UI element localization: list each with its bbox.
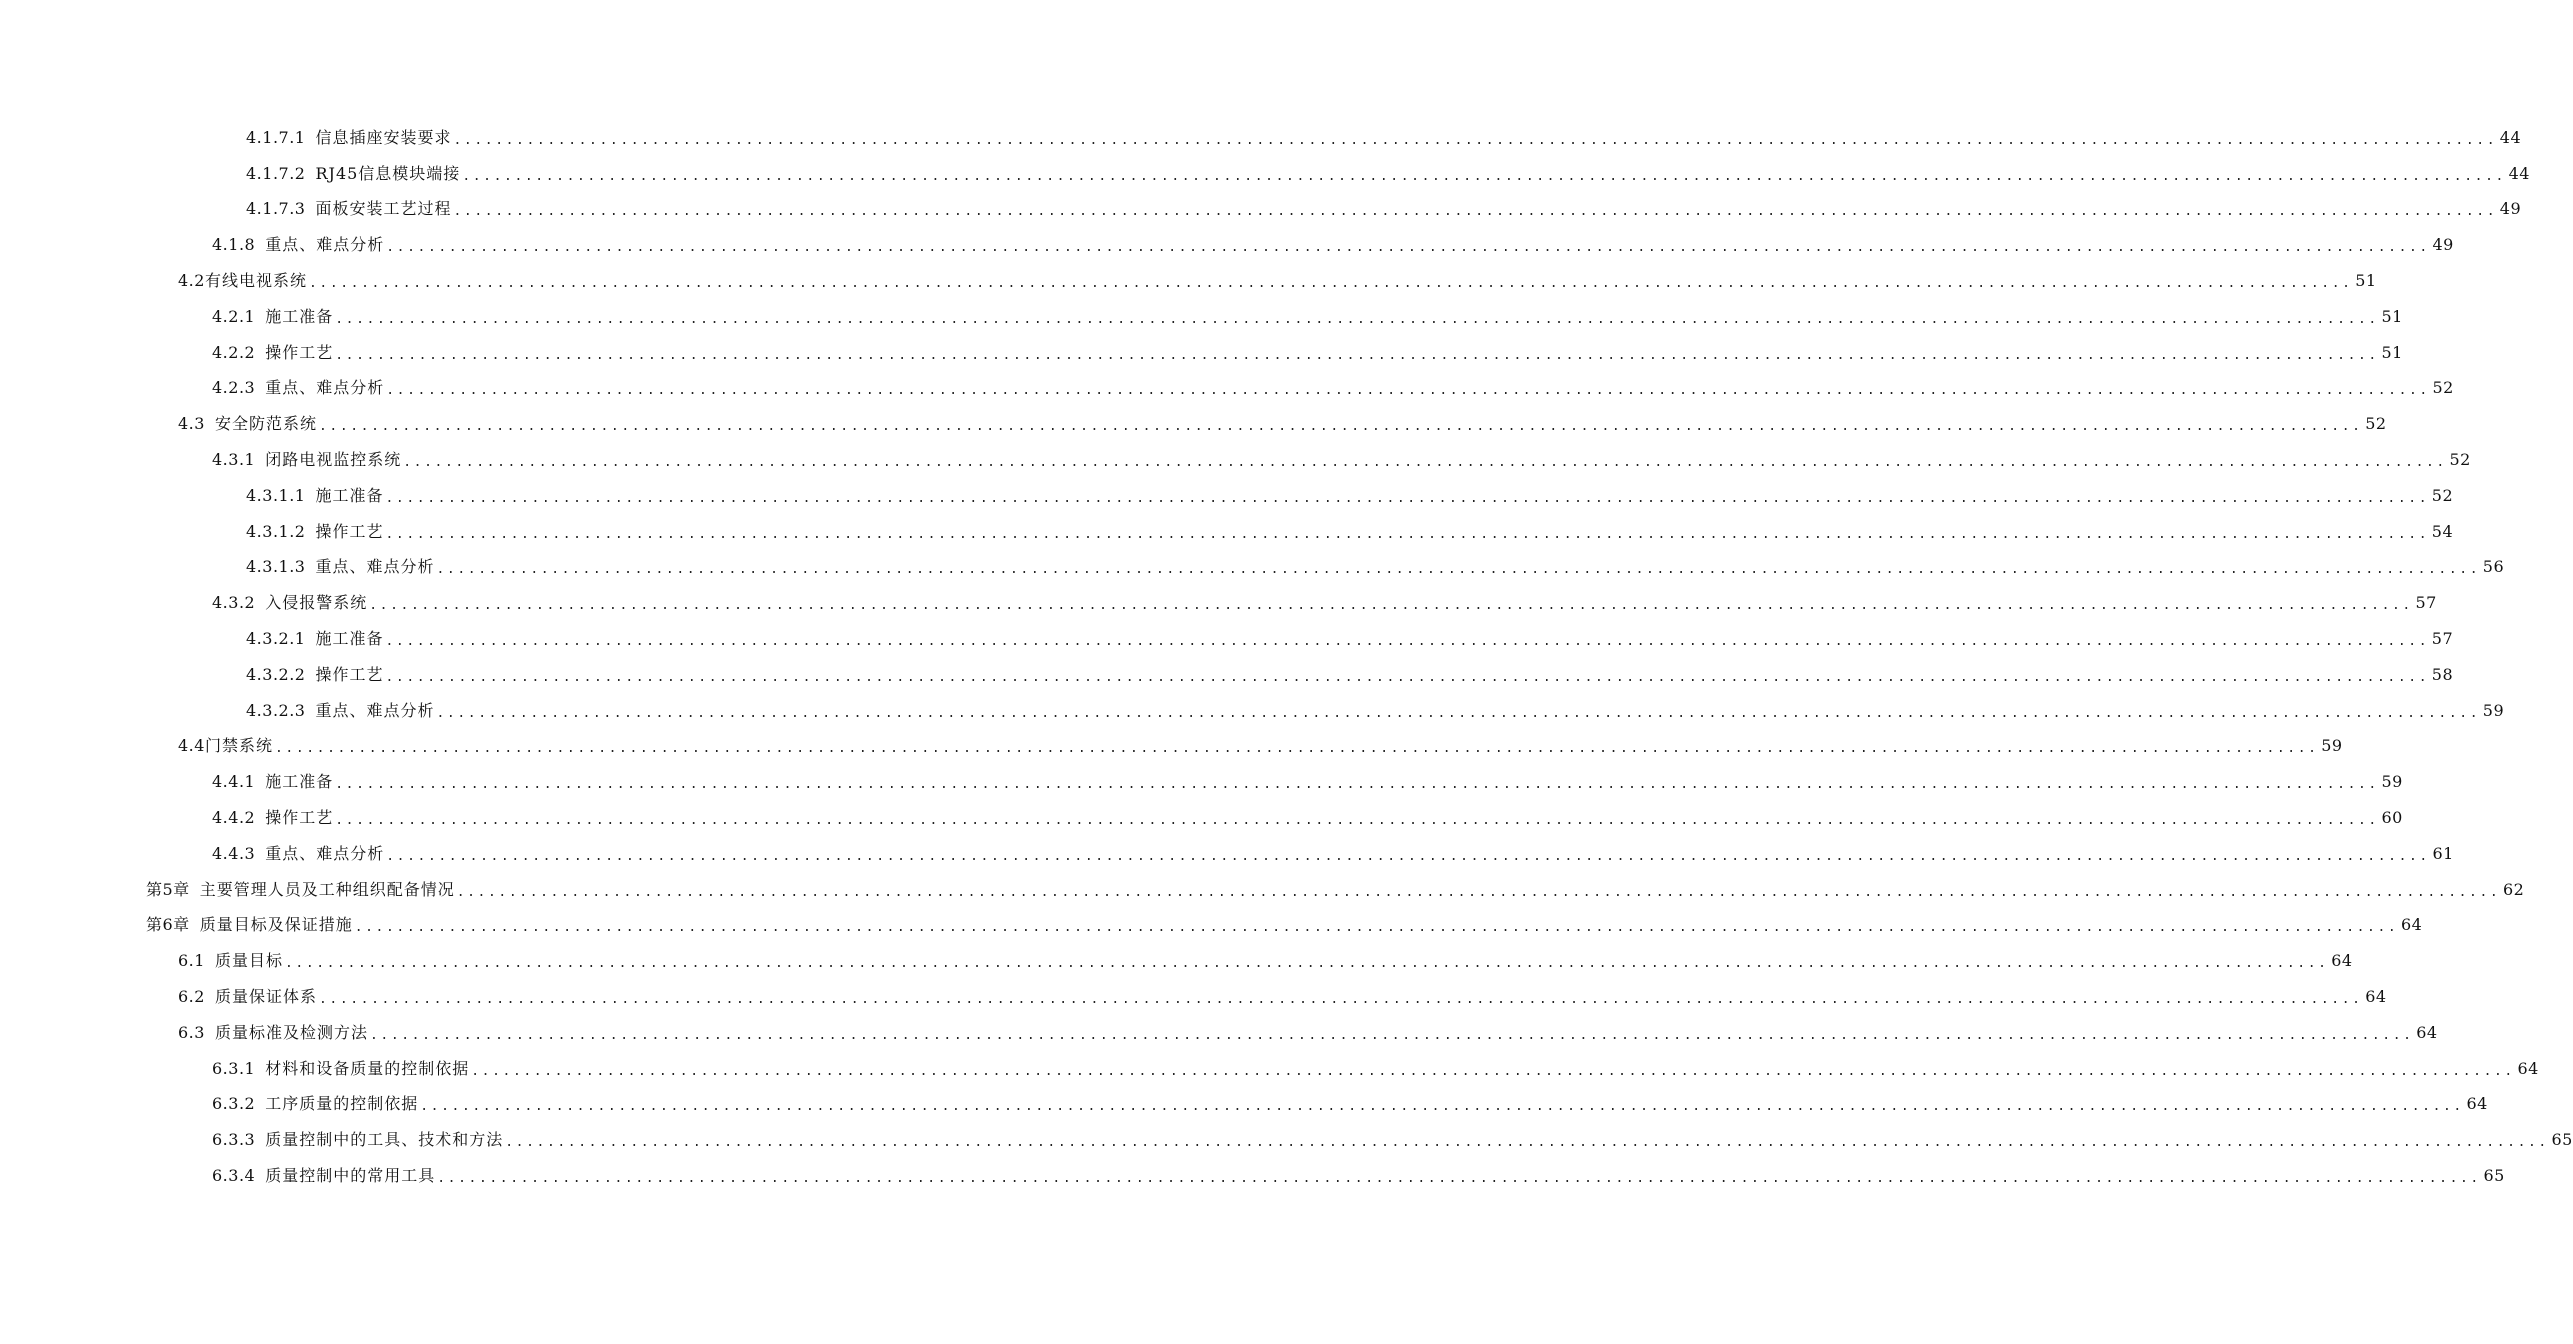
toc-dot-leader: .................................................................................................................................................................................................... [385, 633, 2430, 649]
toc-entry[interactable] [0, 1158, 2505, 1194]
toc-entry[interactable] [0, 693, 2505, 729]
toc-entry[interactable] [0, 335, 2403, 371]
toc-entry-page-number: 59 [2482, 700, 2505, 720]
toc-entry[interactable] [0, 299, 2403, 335]
toc-entry[interactable] [0, 192, 2522, 228]
toc-entry-title: 主要管理人员及工种组织配备情况 [199, 879, 455, 899]
toc-dot-leader: .................................................................................................................................................................................................... [456, 884, 2501, 900]
toc-entry-title: 有线电视系统 [204, 271, 307, 291]
toc-entry-page-number: 57 [2431, 629, 2454, 649]
toc-entry-page-number: 52 [2365, 414, 2387, 434]
toc-entry-title: 信息插座安装要求 [315, 127, 452, 147]
toc-entry-title: 质量目标及保证措施 [199, 915, 353, 935]
toc-entry-page-number: 60 [2381, 808, 2403, 828]
toc-entry-title: 入侵报警系统 [265, 593, 368, 613]
toc-entry-page-number: 64 [2331, 951, 2353, 971]
toc-entry[interactable] [0, 657, 2454, 693]
toc-entry[interactable] [0, 621, 2454, 657]
toc-dot-leader: .................................................................................................................................................................................................... [385, 669, 2430, 685]
toc-dot-leader: .................................................................................................................................................................................................... [385, 526, 2430, 542]
toc-entry-page-number: 64 [2400, 915, 2423, 935]
toc-dot-leader: .................................................................................................................................................................................................... [308, 275, 2353, 291]
toc-entry[interactable] [0, 371, 2454, 407]
toc-entry-page-number: 59 [2381, 772, 2403, 792]
toc-entry-number: 4.3.2 [212, 593, 256, 613]
toc-entry[interactable] [0, 764, 2403, 800]
toc-entry-page-number: 56 [2482, 557, 2505, 577]
toc-entry[interactable] [0, 836, 2454, 872]
toc-entry[interactable] [0, 442, 2471, 478]
toc-entry-page-number: 62 [2502, 879, 2525, 899]
toc-entry-page-number: 64 [2416, 1022, 2438, 1042]
toc-entry-number: 第5章 [146, 879, 190, 899]
toc-entry[interactable] [0, 729, 2343, 765]
toc-dot-leader: .................................................................................................................................................................................................... [436, 562, 2481, 578]
toc-dot-leader: .................................................................................................................................................................................................... [436, 705, 2481, 721]
toc-entry-title: 施工准备 [265, 306, 334, 326]
toc-entry-number: 4.1.7.2 [246, 163, 306, 183]
toc-entry-page-number: 64 [2365, 987, 2387, 1007]
toc-entry-page-number: 65 [2483, 1166, 2505, 1185]
toc-entry-page-number: 49 [2432, 235, 2454, 255]
toc-entry-title: 工序质量的控制依据 [265, 1094, 419, 1114]
toc-dot-leader: .................................................................................................................................................................................................... [369, 598, 2413, 614]
toc-dot-leader: .................................................................................................................................................................................................... [453, 132, 2498, 148]
toc-entry-number: 4.3.1.3 [246, 557, 306, 577]
toc-entry[interactable] [0, 943, 2353, 979]
toc-entry-number: 4.4.1 [212, 772, 256, 792]
toc-entry-number: 4.4 [178, 736, 205, 756]
toc-entry-number: 4.3.1.1 [246, 485, 306, 505]
toc-entry-title: 施工准备 [265, 772, 334, 792]
toc-entry-page-number: 51 [2381, 306, 2403, 326]
toc-entry-title: 闭路电视监控系统 [265, 450, 402, 470]
toc-dot-leader: .................................................................................................................................................................................................... [318, 991, 2363, 1007]
toc-dot-leader: .................................................................................................................................................................................................... [386, 383, 2430, 399]
toc-entry-number: 4.4.2 [212, 808, 256, 828]
toc-entry-number: 4.1.7.3 [246, 199, 306, 219]
toc-dot-leader: .................................................................................................................................................................................................... [335, 311, 2379, 327]
toc-entry-number: 4.3.2.1 [246, 629, 306, 649]
toc-dot-leader: .................................................................................................................................................................................................... [437, 1170, 2481, 1186]
toc-entry[interactable] [0, 872, 2525, 908]
toc-entry-number: 6.2 [178, 987, 205, 1007]
toc-entry[interactable] [0, 227, 2454, 263]
toc-entry-number: 4.1.8 [212, 235, 256, 255]
toc-dot-leader: .................................................................................................................................................................................................... [471, 1063, 2515, 1079]
toc-dot-leader: .................................................................................................................................................................................................... [505, 1135, 2549, 1151]
toc-entry-title: 操作工艺 [315, 664, 384, 684]
toc-entry[interactable] [0, 550, 2505, 586]
toc-entry[interactable] [0, 156, 2530, 192]
toc-entry[interactable] [0, 800, 2403, 836]
toc-entry[interactable] [0, 979, 2387, 1015]
toc-entry-title: 材料和设备质量的控制依据 [265, 1058, 470, 1078]
table-of-contents [0, 120, 2573, 1194]
toc-entry-number: 6.3.4 [212, 1166, 256, 1185]
toc-entry-number: 4.2 [178, 271, 205, 291]
toc-entry-title: 质量控制中的工具、技术和方法 [265, 1130, 504, 1150]
toc-dot-leader: .................................................................................................................................................................................................... [453, 204, 2498, 220]
toc-entry-number: 4.4.3 [212, 843, 256, 863]
toc-entry-title: 质量目标 [214, 951, 283, 971]
toc-entry-number: 4.3.2.2 [246, 664, 306, 684]
toc-dot-leader: .................................................................................................................................................................................................... [354, 920, 2399, 936]
toc-entry-page-number: 44 [2508, 163, 2530, 183]
toc-entry-title: 重点、难点分析 [265, 235, 385, 255]
toc-entry-title: RJ45信息模块端接 [315, 163, 461, 183]
toc-entry-page-number: 49 [2499, 199, 2522, 219]
toc-dot-leader: .................................................................................................................................................................................................... [369, 1027, 2414, 1043]
toc-entry-title: 操作工艺 [265, 808, 334, 828]
toc-entry-number: 6.3 [178, 1022, 205, 1042]
toc-entry-page-number: 51 [2355, 271, 2377, 291]
toc-entry-page-number: 52 [2449, 450, 2471, 470]
toc-entry[interactable] [0, 406, 2387, 442]
toc-entry-page-number: 57 [2415, 593, 2437, 613]
toc-entry-number: 4.3.2.3 [246, 700, 306, 720]
toc-entry-title: 质量标准及检测方法 [214, 1022, 368, 1042]
toc-dot-leader: .................................................................................................................................................................................................... [284, 956, 2329, 972]
toc-entry-title: 施工准备 [315, 629, 384, 649]
toc-entry-page-number: 54 [2431, 521, 2454, 541]
toc-entry-title: 重点、难点分析 [315, 557, 435, 577]
toc-entry-number: 4.1.7.1 [246, 127, 306, 147]
toc-entry-number: 4.2.1 [212, 306, 256, 326]
toc-entry-page-number: 64 [2466, 1094, 2488, 1114]
toc-entry-number: 4.3.1.2 [246, 521, 306, 541]
toc-entry-number: 4.3.1 [212, 450, 256, 470]
toc-entry[interactable] [0, 263, 2377, 299]
toc-entry-page-number: 58 [2431, 664, 2454, 684]
toc-entry-number: 4.2.2 [212, 342, 256, 362]
toc-dot-leader: .................................................................................................................................................................................................... [335, 777, 2379, 793]
toc-entry-page-number: 65 [2551, 1130, 2573, 1150]
toc-entry-title: 安全防范系统 [214, 414, 317, 434]
toc-dot-leader: .................................................................................................................................................................................................... [403, 454, 2447, 470]
toc-entry-number: 6.3.1 [212, 1058, 256, 1078]
toc-entry-page-number: 51 [2381, 342, 2403, 362]
toc-entry-page-number: 61 [2432, 843, 2454, 863]
toc-entry-page-number: 64 [2517, 1058, 2539, 1078]
toc-entry[interactable] [0, 514, 2454, 550]
toc-entry-title: 门禁系统 [204, 736, 273, 756]
toc-entry[interactable] [0, 1122, 2573, 1158]
toc-entry-title: 操作工艺 [315, 521, 384, 541]
toc-entry[interactable] [0, 1087, 2488, 1123]
toc-entry-page-number: 52 [2432, 378, 2454, 398]
toc-entry-number: 6.3.2 [212, 1094, 256, 1114]
toc-dot-leader: .................................................................................................................................................................................................... [274, 741, 2319, 757]
toc-entry-title: 质量保证体系 [214, 987, 317, 1007]
toc-dot-leader: .................................................................................................................................................................................................... [462, 168, 2506, 184]
toc-entry-number: 6.1 [178, 951, 205, 971]
toc-entry-page-number: 59 [2321, 736, 2343, 756]
toc-entry-number: 第6章 [146, 915, 190, 935]
toc-entry[interactable] [0, 1015, 2438, 1051]
toc-entry[interactable] [0, 585, 2437, 621]
toc-dot-leader: .................................................................................................................................................................................................... [335, 347, 2379, 363]
toc-entry[interactable] [0, 478, 2454, 514]
toc-dot-leader: .................................................................................................................................................................................................... [385, 490, 2430, 506]
toc-dot-leader: .................................................................................................................................................................................................... [386, 240, 2430, 256]
toc-dot-leader: .................................................................................................................................................................................................... [335, 812, 2379, 828]
toc-entry-title: 重点、难点分析 [315, 700, 435, 720]
toc-dot-leader: .................................................................................................................................................................................................... [386, 848, 2430, 864]
toc-entry-title: 重点、难点分析 [265, 378, 385, 398]
toc-entry-title: 质量控制中的常用工具 [265, 1166, 436, 1185]
toc-entry-title: 施工准备 [315, 485, 384, 505]
toc-entry[interactable] [0, 120, 2522, 156]
toc-entry-number: 4.2.3 [212, 378, 256, 398]
toc-dot-leader: .................................................................................................................................................................................................... [420, 1099, 2464, 1115]
toc-entry[interactable] [0, 1051, 2539, 1087]
toc-entry[interactable] [0, 908, 2423, 944]
toc-entry-title: 重点、难点分析 [265, 843, 385, 863]
toc-entry-number: 4.3 [178, 414, 205, 434]
toc-entry-title: 操作工艺 [265, 342, 334, 362]
toc-entry-page-number: 52 [2431, 485, 2454, 505]
toc-entry-page-number: 44 [2499, 127, 2522, 147]
toc-entry-title: 面板安装工艺过程 [315, 199, 452, 219]
toc-entry-number: 6.3.3 [212, 1130, 256, 1150]
toc-dot-leader: .................................................................................................................................................................................................... [318, 419, 2363, 435]
